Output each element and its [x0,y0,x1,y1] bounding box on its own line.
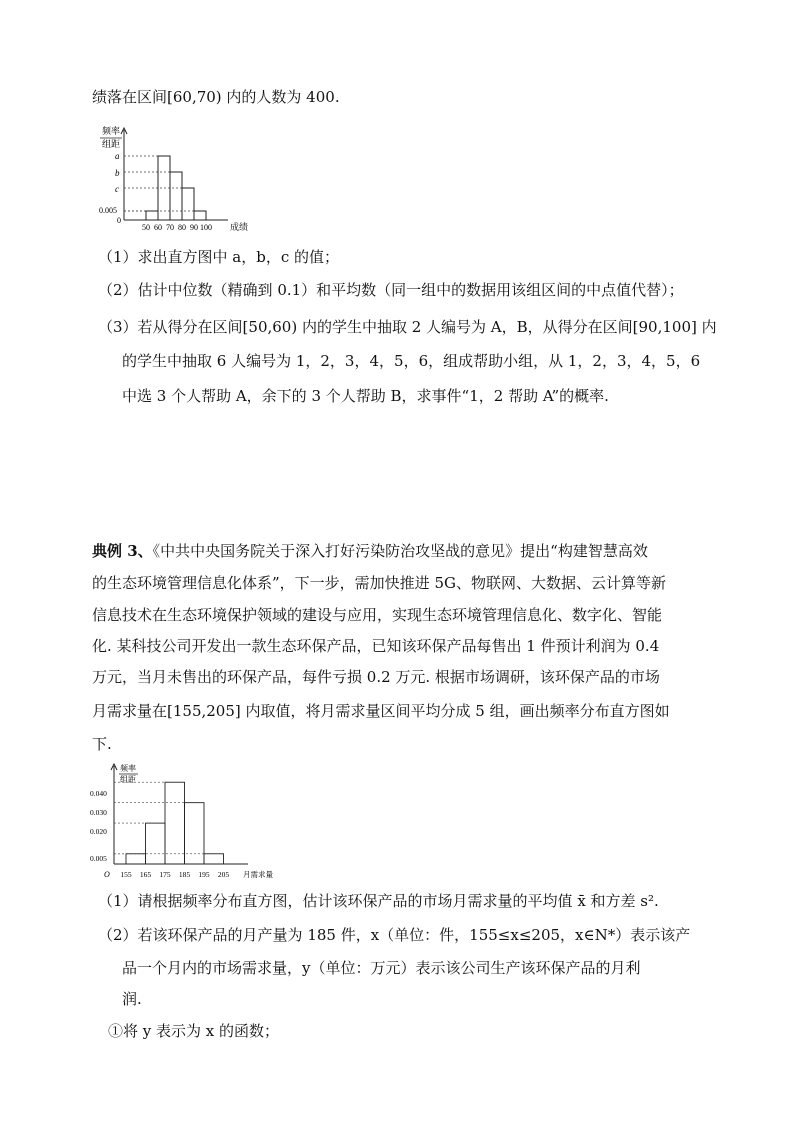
example2-question-3-line2: 的学生中抽取 6 人编号为 1，2，3，4，5，6，组成帮助小组，从 1，2，3，4，5，6 [122,352,701,370]
text-line: 绩落在区间[60,70) 内的人数为 400. [92,88,340,106]
chart2-xtick-label: 195 [198,870,210,879]
chart2-origin: O [104,870,110,879]
histogram-scores [88,124,268,234]
chart1-origin: 0 [117,216,121,225]
chart1-ytick-c: c [115,184,119,194]
chart1-bar [194,211,206,220]
chart2-bar [185,803,205,864]
chart2-ylabel-bottom: 组距 [120,775,136,784]
chart2-bar [146,823,166,864]
example3-question-2-line1: （2）若该环保产品的月产量为 185 件，x（单位：件，155≤x≤205，x∈N*）表示该产 [98,926,691,944]
chart1-dashed-guides [124,156,194,211]
chart1-ytick-a: a [115,151,120,161]
example2-question-3-line1: （3）若从得分在区间[50,60) 内的学生中抽取 2 人编号为 A，B，从得分在区间[90,100] 内 [98,318,717,336]
chart1-xtick-label: 60 [154,223,162,232]
chart2-bar [204,854,224,864]
chart1-xlabel: 成绩 [230,222,249,232]
chart1-ylabel-bottom: 组距 [102,139,121,149]
chart2-ytick-0005: 0.005 [90,854,107,863]
example3-paragraph-6: 月需求量在[155,205] 内取值，将月需求量区间平均分成 5 组，画出频率分布直方图如 [92,702,670,720]
chart1-bar [182,188,194,220]
chart2-ytick-0020: 0.020 [90,827,107,836]
example3-paragraph-5: 万元，当月未售出的环保产品，每件亏损 0.2 万元. 根据市场调研，该环保产品的市场 [92,668,660,686]
chart1-xtick-label: 90 [190,223,198,232]
example2-question-1: （1）求出直方图中 a，b，c 的值； [98,248,340,266]
chart1-xtick-label: 80 [178,223,186,232]
chart1-xtick-label: 50 [142,223,150,232]
example2-question-2: （2）估计中位数（精确到 0.1）和平均数（同一组中的数据用该组区间的中点值代替）； [98,281,684,299]
chart1-ytick-0005: 0.005 [99,206,117,215]
example3-paragraph-7: 下. [92,735,112,753]
chart2-x-ticks [120,870,229,879]
chart1-ylabel-top: 频率 [102,126,121,136]
example3-paragraph-3: 信息技术在生态环境保护领域的建设与应用，实现生态环境管理信息化、数字化、智能 [92,606,663,624]
chart1-xtick-label: 100 [200,223,212,232]
chart1-bar [146,211,158,220]
example3-paragraph-2: 的生态环境管理信息化体系”，下一步，需加快推进 5G、物联网、大数据、云计算等新 [92,574,666,592]
histogram-monthly-demand [88,760,288,880]
chart2-xtick-label: 175 [159,870,171,879]
example3-question-1: （1）请根据频率分布直方图，估计该环保产品的市场月需求量的平均值 x̄ 和方差 s². [98,892,659,910]
chart2-bar [165,782,185,864]
chart1-x-ticks [142,223,212,232]
chart2-ylabel-top: 频率 [120,764,136,773]
chart2-ytick-0040: 0.040 [90,789,107,798]
example3-question-2-sub1: ①将 y 表示为 x 的函数； [108,1022,280,1040]
example3-paragraph-1 [92,540,648,562]
chart2-xtick-label: 185 [178,870,191,879]
chart2-bars [126,782,224,864]
chart2-xtick-label: 155 [120,870,132,879]
chart2-xtick-label: 165 [139,870,152,879]
chart2-ytick-0030: 0.030 [90,808,107,817]
chart1-xtick-label: 70 [166,223,174,232]
chart1-ytick-b: b [115,168,120,178]
example3-question-2-line2: 品一个月内的市场需求量，y（单位：万元）表示该公司生产该环保产品的月利 [122,959,641,977]
chart1-bar [170,172,182,220]
chart2-xlabel: 月需求量 [243,870,273,879]
chart2-dashed-guides [114,782,204,854]
example2-question-3-line3: 中选 3 个人帮助 A，余下的 3 个人帮助 B，求事件“1，2 帮助 A”的概率. [122,387,609,405]
example3-label: 典例 3、 [92,542,153,560]
example3-paragraph-4: 化. 某科技公司开发出一款生态环保产品，已知该环保产品每售出 1 件预计利润为 0.4 [92,637,660,655]
chart1-axes [121,128,228,220]
chart2-bar [126,854,146,864]
example3-question-2-line3: 润. [122,990,142,1008]
chart2-xtick-label: 205 [217,870,230,879]
example3-text-1: 《中共中央国务院关于深入打好污染防治攻坚战的意见》提出“构建智慧高效 [152,542,648,560]
